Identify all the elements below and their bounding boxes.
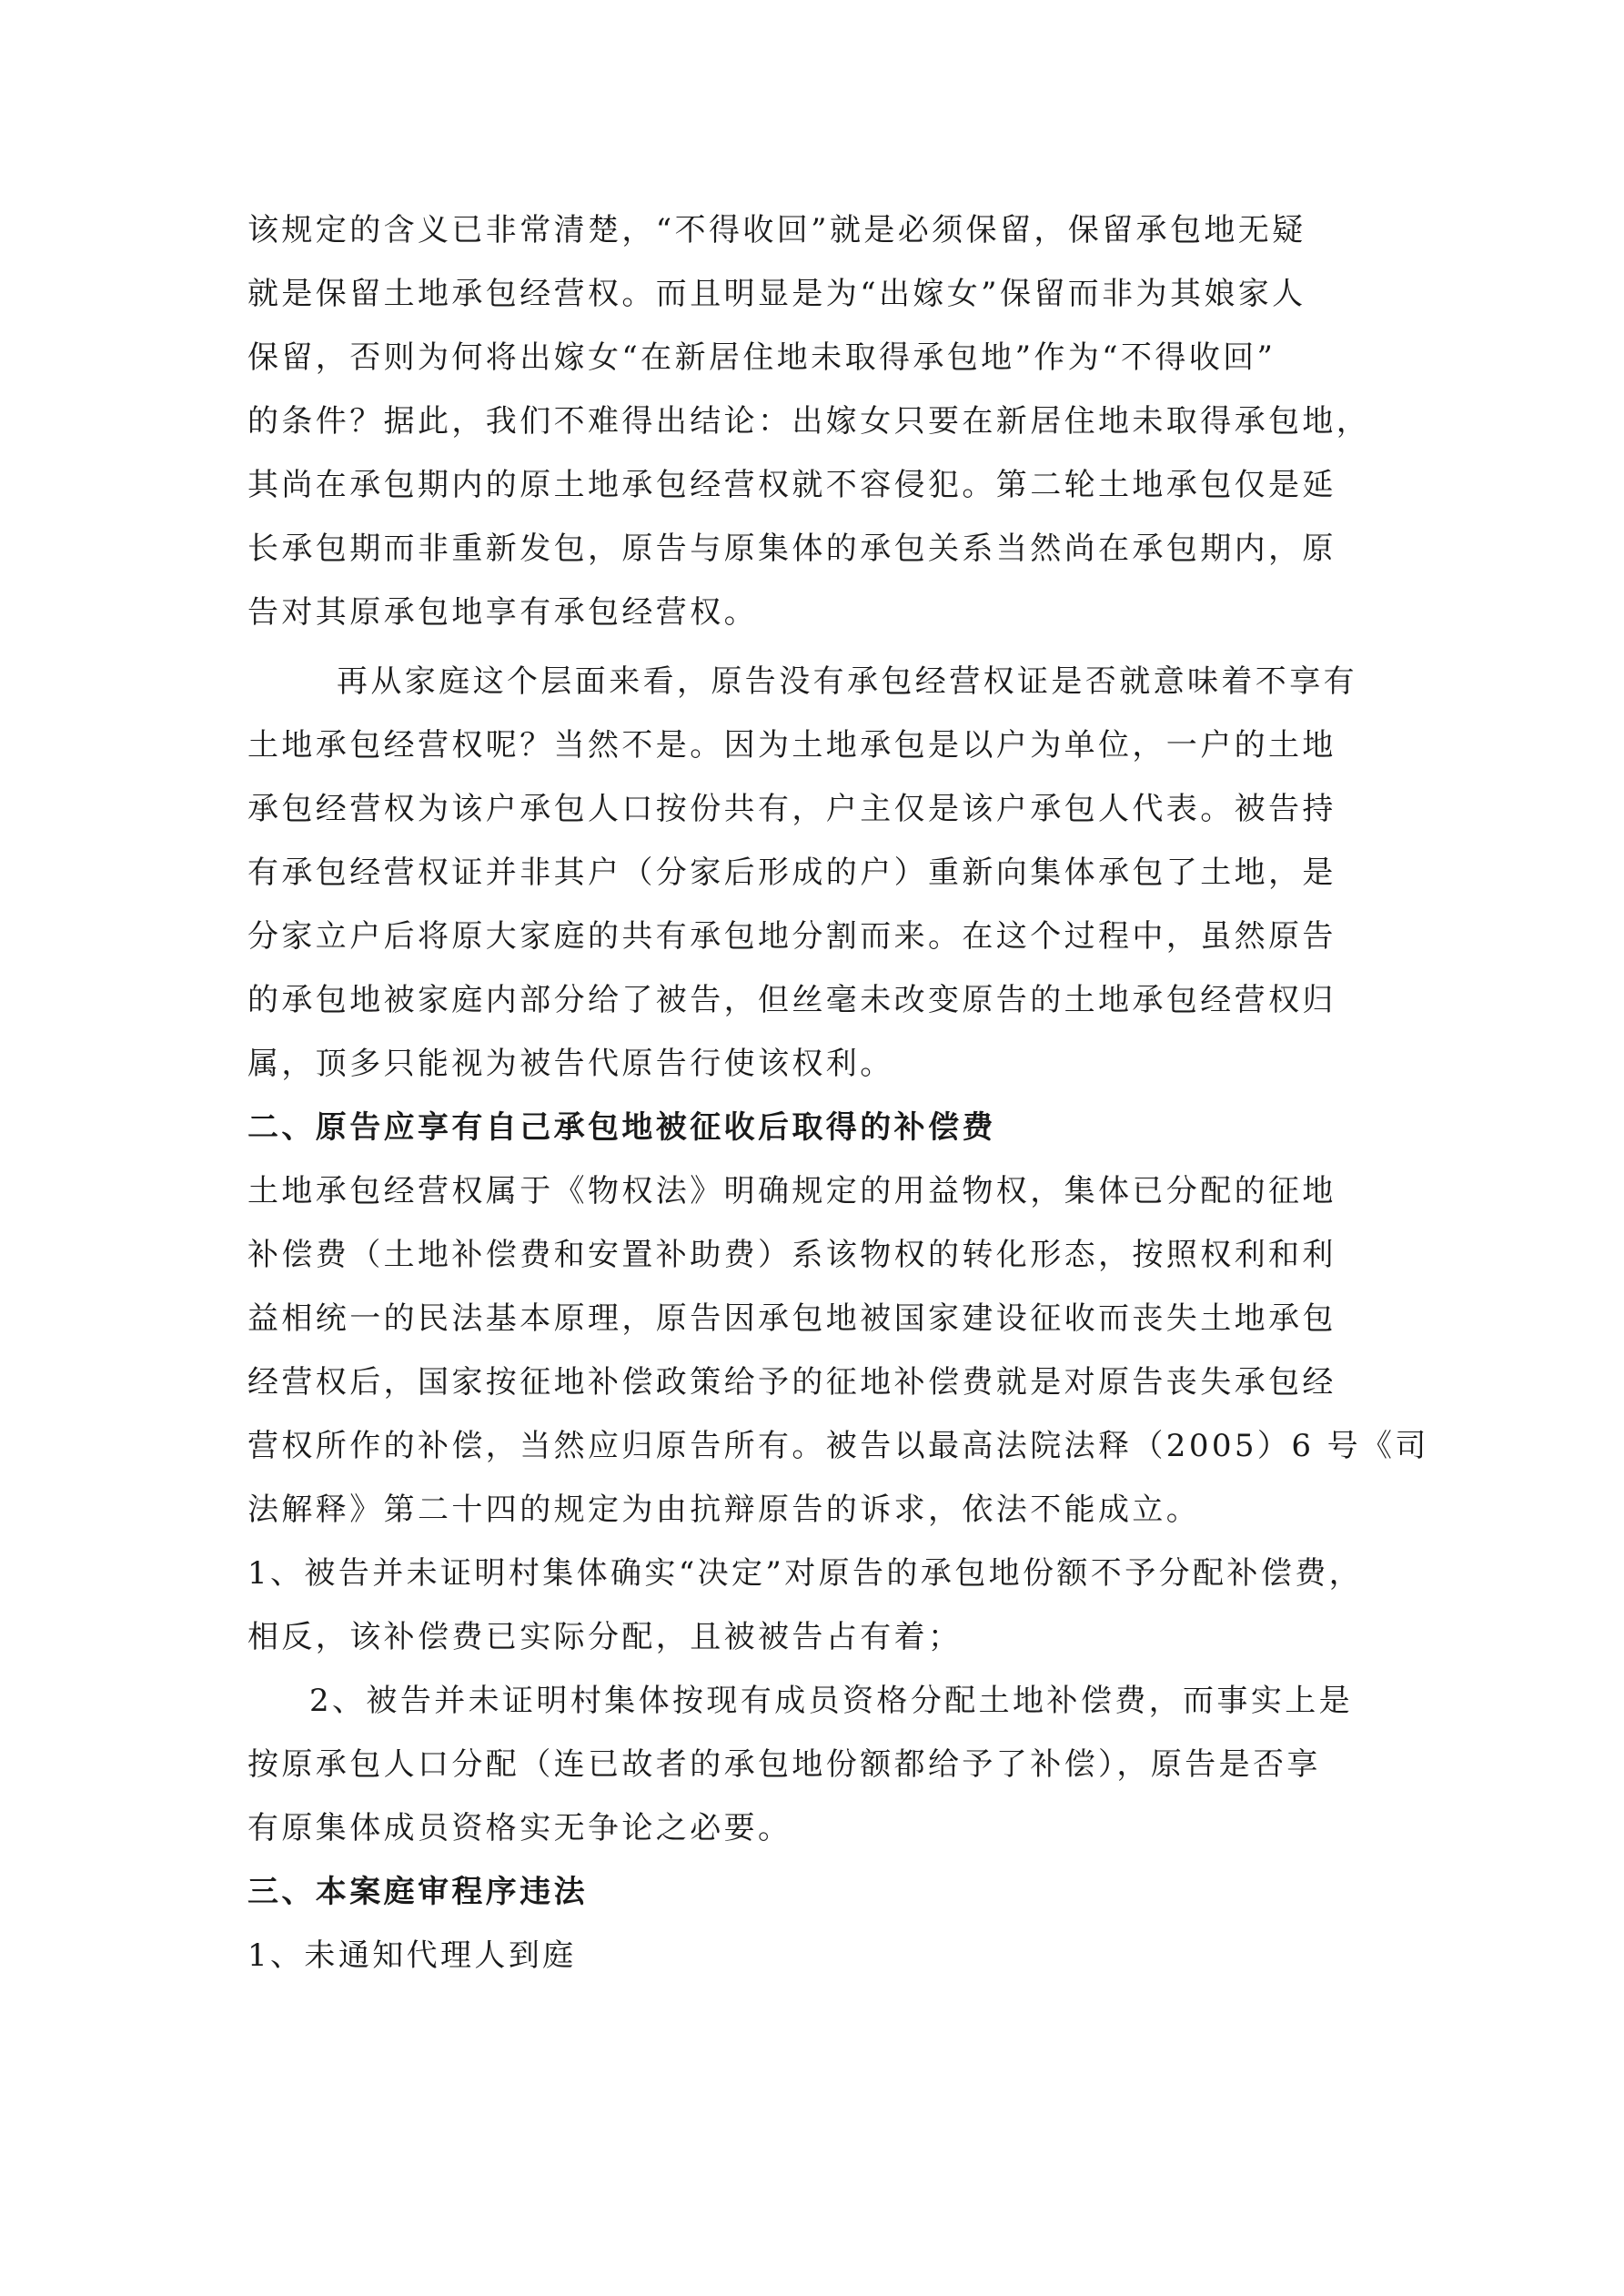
body-line: 补偿费（土地补偿费和安置补助费）系该物权的转化形态，按照权利和利 bbox=[247, 1237, 1337, 1273]
body-line: 就是保留土地承包经营权。而且明显是为“出嫁女”保留而非为其娘家人 bbox=[247, 276, 1306, 312]
body-line: 属，顶多只能视为被告代原告行使该权利。 bbox=[247, 1046, 894, 1082]
list-item-line: 1、被告并未证明村集体确实“决定”对原告的承包地份额不予分配补偿费， bbox=[247, 1555, 1363, 1592]
paragraph-first-line: 再从家庭这个层面来看，原告没有承包经营权证是否就意味着不享有 bbox=[337, 663, 1357, 700]
body-line: 按原承包人口分配（连已故者的承包地份额都给予了补偿），原告是否享 bbox=[247, 1746, 1321, 1783]
body-line: 告对其原承包地享有承包经营权。 bbox=[247, 594, 758, 631]
list-item-line: 1、未通知代理人到庭 bbox=[247, 1937, 577, 1974]
body-line: 保留，否则为何将出嫁女“在新居住地未取得承包地”作为“不得收回” bbox=[247, 339, 1276, 376]
body-line: 承包经营权为该户承包人口按份共有，户主仅是该户承包人代表。被告持 bbox=[247, 791, 1337, 827]
body-line: 相反，该补偿费已实际分配，且被被告占有着； bbox=[247, 1619, 963, 1655]
body-line: 益相统一的民法基本原理，原告因承包地被国家建设征收而丧失土地承包 bbox=[247, 1300, 1337, 1337]
body-line: 的承包地被家庭内部分给了被告，但丝毫未改变原告的土地承包经营权归 bbox=[247, 982, 1337, 1018]
section-heading: 三、本案庭审程序违法 bbox=[247, 1874, 588, 1910]
body-line: 有原集体成员资格实无争论之必要。 bbox=[247, 1810, 792, 1846]
body-line: 营权所作的补偿，当然应归原告所有。被告以最高法院法释（2005）6 号《司 bbox=[247, 1428, 1429, 1464]
body-line: 该规定的含义已非常清楚，“不得收回”就是必须保留，保留承包地无疑 bbox=[247, 212, 1306, 248]
body-line: 其尚在承包期内的原土地承包经营权就不容侵犯。第二轮土地承包仅是延 bbox=[247, 467, 1337, 503]
body-line: 土地承包经营权呢？当然不是。因为土地承包是以户为单位，一户的土地 bbox=[247, 727, 1337, 764]
body-line: 法解释》第二十四的规定为由抗辩原告的诉求，依法不能成立。 bbox=[247, 1492, 1201, 1528]
body-line: 经营权后，国家按征地补偿政策给予的征地补偿费就是对原告丧失承包经 bbox=[247, 1364, 1337, 1401]
body-line: 土地承包经营权属于《物权法》明确规定的用益物权，集体已分配的征地 bbox=[247, 1173, 1337, 1209]
body-line: 长承包期而非重新发包，原告与原集体的承包关系当然尚在承包期内，原 bbox=[247, 531, 1337, 567]
list-item-line: 2、被告并未证明村集体按现有成员资格分配土地补偿费，而事实上是 bbox=[309, 1683, 1354, 1719]
body-line: 分家立户后将原大家庭的共有承包地分割而来。在这个过程中，虽然原告 bbox=[247, 918, 1337, 955]
section-heading: 二、原告应享有自己承包地被征收后取得的补偿费 bbox=[247, 1109, 996, 1146]
body-line: 的条件？据此，我们不难得出结论：出嫁女只要在新居住地未取得承包地， bbox=[247, 403, 1371, 440]
body-line: 有承包经营权证并非其户（分家后形成的户）重新向集体承包了土地，是 bbox=[247, 855, 1337, 891]
